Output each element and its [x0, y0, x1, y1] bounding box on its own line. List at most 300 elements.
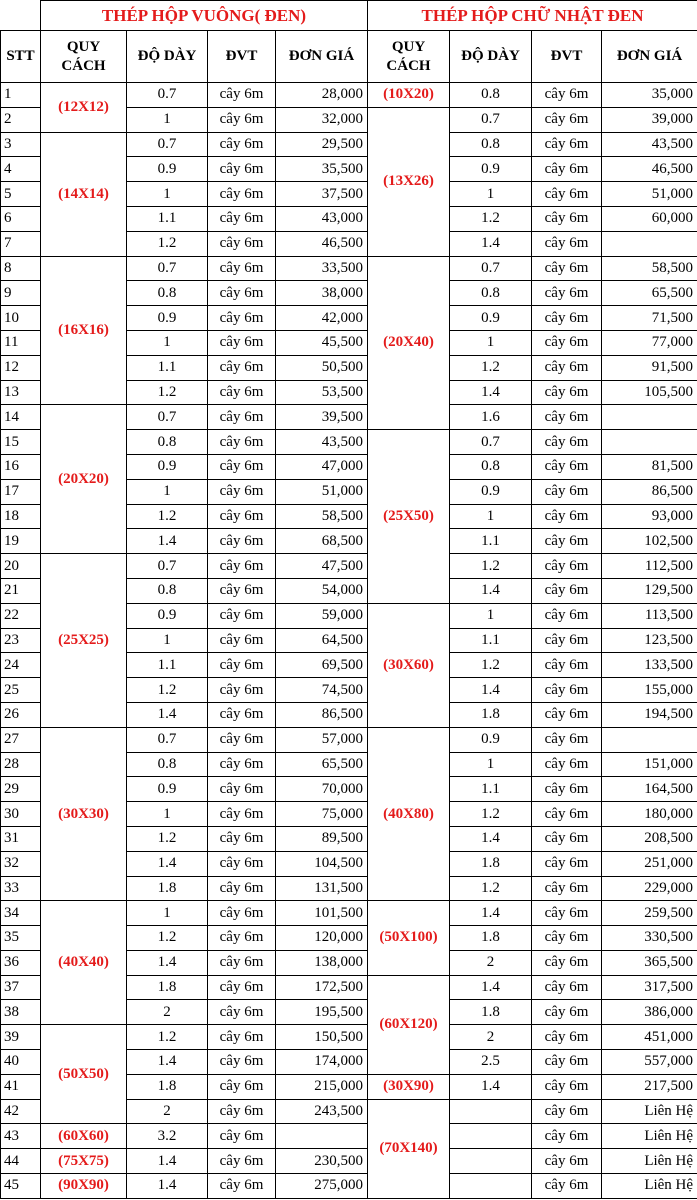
rect-spec: (25X50) [368, 430, 450, 604]
square-unit: cây 6m [208, 256, 276, 281]
square-price: 54,000 [276, 578, 368, 603]
col-header-rect-spec: QUY CÁCH [368, 31, 450, 83]
rect-price [602, 727, 697, 752]
table-row [1, 405, 697, 430]
rect-price: 39,000 [602, 107, 697, 132]
square-price: 28,000 [276, 83, 368, 108]
rect-unit: cây 6m [532, 876, 602, 901]
square-price: 43,000 [276, 206, 368, 231]
row-number: 19 [1, 529, 41, 554]
square-thickness: 0.7 [127, 256, 208, 281]
square-thickness: 0.7 [127, 405, 208, 430]
rect-thickness: 0.9 [450, 157, 532, 182]
square-price: 195,500 [276, 1000, 368, 1025]
square-thickness: 2 [127, 1000, 208, 1025]
rect-unit: cây 6m [532, 1000, 602, 1025]
row-number: 25 [1, 678, 41, 703]
square-thickness: 0.9 [127, 157, 208, 182]
square-price: 68,500 [276, 529, 368, 554]
rect-unit: cây 6m [532, 132, 602, 157]
rect-unit: cây 6m [532, 727, 602, 752]
rect-thickness: 1.8 [450, 926, 532, 951]
square-unit: cây 6m [208, 430, 276, 455]
rect-thickness: 0.9 [450, 306, 532, 331]
rect-unit: cây 6m [532, 603, 602, 628]
square-price: 150,500 [276, 1025, 368, 1050]
square-price: 38,000 [276, 281, 368, 306]
square-spec: (30X30) [41, 727, 127, 901]
square-spec: (90X90) [41, 1174, 127, 1199]
square-unit: cây 6m [208, 1124, 276, 1149]
row-number: 26 [1, 702, 41, 727]
square-price: 74,500 [276, 678, 368, 703]
square-unit: cây 6m [208, 603, 276, 628]
square-unit: cây 6m [208, 1000, 276, 1025]
row-number: 14 [1, 405, 41, 430]
row-number: 17 [1, 479, 41, 504]
rect-unit: cây 6m [532, 281, 602, 306]
square-unit: cây 6m [208, 281, 276, 306]
rect-price: 112,500 [602, 554, 697, 579]
rect-unit: cây 6m [532, 777, 602, 802]
square-spec: (16X16) [41, 256, 127, 405]
square-thickness: 0.9 [127, 603, 208, 628]
square-spec: (60X60) [41, 1124, 127, 1149]
row-number: 15 [1, 430, 41, 455]
rect-price: 217,500 [602, 1074, 697, 1099]
square-price: 215,000 [276, 1074, 368, 1099]
rect-price: 46,500 [602, 157, 697, 182]
rect-price: 77,000 [602, 330, 697, 355]
square-unit: cây 6m [208, 355, 276, 380]
square-price: 65,500 [276, 752, 368, 777]
rect-unit: cây 6m [532, 430, 602, 455]
rect-spec: (30X90) [368, 1074, 450, 1099]
square-price: 86,500 [276, 702, 368, 727]
rect-thickness [450, 1149, 532, 1174]
rect-thickness: 0.7 [450, 256, 532, 281]
rect-price [602, 405, 697, 430]
rect-unit: cây 6m [532, 306, 602, 331]
rect-thickness: 1.4 [450, 578, 532, 603]
table-row [1, 901, 697, 926]
square-thickness: 1.2 [127, 504, 208, 529]
rect-unit: cây 6m [532, 1050, 602, 1075]
square-unit: cây 6m [208, 107, 276, 132]
row-number: 31 [1, 826, 41, 851]
square-unit: cây 6m [208, 231, 276, 256]
table-row [1, 256, 697, 281]
rect-unit: cây 6m [532, 182, 602, 207]
square-thickness: 1.4 [127, 950, 208, 975]
rect-unit: cây 6m [532, 826, 602, 851]
row-number: 44 [1, 1149, 41, 1174]
rect-unit: cây 6m [532, 454, 602, 479]
rect-unit: cây 6m [532, 851, 602, 876]
square-unit: cây 6m [208, 554, 276, 579]
square-price: 45,500 [276, 330, 368, 355]
row-number: 21 [1, 578, 41, 603]
row-number: 40 [1, 1050, 41, 1075]
square-thickness: 1.4 [127, 1174, 208, 1199]
square-price: 46,500 [276, 231, 368, 256]
rect-unit: cây 6m [532, 479, 602, 504]
square-thickness: 1.2 [127, 926, 208, 951]
square-thickness: 0.8 [127, 430, 208, 455]
rect-thickness: 1.8 [450, 1000, 532, 1025]
rect-thickness: 1.1 [450, 529, 532, 554]
rect-price: 229,000 [602, 876, 697, 901]
col-header-rect-price: ĐƠN GIÁ [602, 31, 697, 83]
square-unit: cây 6m [208, 504, 276, 529]
square-unit: cây 6m [208, 628, 276, 653]
row-number: 35 [1, 926, 41, 951]
row-number: 45 [1, 1174, 41, 1199]
square-price [276, 1124, 368, 1149]
rect-price: 451,000 [602, 1025, 697, 1050]
square-thickness: 1.2 [127, 380, 208, 405]
rect-thickness: 0.8 [450, 83, 532, 108]
table-row [1, 1174, 697, 1199]
table-row [1, 132, 697, 157]
square-thickness: 1 [127, 330, 208, 355]
row-number: 4 [1, 157, 41, 182]
row-number: 5 [1, 182, 41, 207]
square-unit: cây 6m [208, 1050, 276, 1075]
rect-price [602, 430, 697, 455]
rect-price: 133,500 [602, 653, 697, 678]
corner-blank [1, 1, 41, 31]
row-number: 2 [1, 107, 41, 132]
square-thickness: 1.4 [127, 1149, 208, 1174]
rect-thickness [450, 1099, 532, 1124]
rect-thickness [450, 1174, 532, 1199]
table-row [1, 727, 697, 752]
rect-thickness: 1.4 [450, 975, 532, 1000]
row-number: 23 [1, 628, 41, 653]
rect-price: Liên Hệ [602, 1099, 697, 1124]
rect-unit: cây 6m [532, 529, 602, 554]
rect-price: 71,500 [602, 306, 697, 331]
rect-spec: (40X80) [368, 727, 450, 901]
square-thickness: 2 [127, 1099, 208, 1124]
rect-thickness: 1.2 [450, 206, 532, 231]
square-thickness: 1.1 [127, 653, 208, 678]
rect-unit: cây 6m [532, 256, 602, 281]
square-unit: cây 6m [208, 83, 276, 108]
row-number: 9 [1, 281, 41, 306]
square-thickness: 1.4 [127, 702, 208, 727]
rect-price: 180,000 [602, 802, 697, 827]
square-spec: (40X40) [41, 901, 127, 1025]
square-price: 104,500 [276, 851, 368, 876]
rect-price: 386,000 [602, 1000, 697, 1025]
square-price: 59,000 [276, 603, 368, 628]
rect-spec: (20X40) [368, 256, 450, 430]
square-thickness: 0.9 [127, 306, 208, 331]
square-thickness: 1 [127, 479, 208, 504]
rect-thickness: 1.4 [450, 380, 532, 405]
row-number: 18 [1, 504, 41, 529]
square-thickness: 1 [127, 901, 208, 926]
rect-unit: cây 6m [532, 578, 602, 603]
square-price: 275,000 [276, 1174, 368, 1199]
square-price: 89,500 [276, 826, 368, 851]
square-thickness: 1.4 [127, 851, 208, 876]
square-price: 33,500 [276, 256, 368, 281]
rect-price: 105,500 [602, 380, 697, 405]
square-price: 138,000 [276, 950, 368, 975]
square-unit: cây 6m [208, 802, 276, 827]
rect-price: 151,000 [602, 752, 697, 777]
rect-price: 86,500 [602, 479, 697, 504]
rect-unit: cây 6m [532, 975, 602, 1000]
rect-unit: cây 6m [532, 653, 602, 678]
rect-price: 113,500 [602, 603, 697, 628]
row-number: 33 [1, 876, 41, 901]
square-price: 43,500 [276, 430, 368, 455]
rect-thickness [450, 1124, 532, 1149]
rect-thickness: 1.2 [450, 876, 532, 901]
rect-spec: (10X20) [368, 83, 450, 108]
square-thickness: 0.7 [127, 554, 208, 579]
row-number: 10 [1, 306, 41, 331]
square-price: 243,500 [276, 1099, 368, 1124]
rect-price: 123,500 [602, 628, 697, 653]
row-number: 42 [1, 1099, 41, 1124]
square-thickness: 0.7 [127, 83, 208, 108]
rect-unit: cây 6m [532, 405, 602, 430]
rect-thickness: 1.4 [450, 901, 532, 926]
square-price: 174,000 [276, 1050, 368, 1075]
square-unit: cây 6m [208, 653, 276, 678]
row-number: 30 [1, 802, 41, 827]
table-row [1, 1025, 697, 1050]
rect-price: 194,500 [602, 702, 697, 727]
square-price: 58,500 [276, 504, 368, 529]
rect-unit: cây 6m [532, 1149, 602, 1174]
row-number: 36 [1, 950, 41, 975]
row-number: 43 [1, 1124, 41, 1149]
square-unit: cây 6m [208, 330, 276, 355]
rect-unit: cây 6m [532, 678, 602, 703]
row-number: 13 [1, 380, 41, 405]
rect-spec: (60X120) [368, 975, 450, 1074]
rect-thickness: 0.8 [450, 132, 532, 157]
square-unit: cây 6m [208, 777, 276, 802]
row-number: 28 [1, 752, 41, 777]
rect-price: 365,500 [602, 950, 697, 975]
row-number: 29 [1, 777, 41, 802]
square-unit: cây 6m [208, 380, 276, 405]
rect-unit: cây 6m [532, 926, 602, 951]
square-thickness: 0.7 [127, 132, 208, 157]
square-steel-title: THÉP HỘP VUÔNG( ĐEN) [41, 1, 368, 31]
rect-price: 102,500 [602, 529, 697, 554]
square-spec: (75X75) [41, 1149, 127, 1174]
row-number: 1 [1, 83, 41, 108]
square-unit: cây 6m [208, 157, 276, 182]
rect-price [602, 231, 697, 256]
rect-price: 93,000 [602, 504, 697, 529]
rect-unit: cây 6m [532, 1174, 602, 1199]
row-number: 12 [1, 355, 41, 380]
row-number: 37 [1, 975, 41, 1000]
rect-spec: (13X26) [368, 107, 450, 256]
square-unit: cây 6m [208, 529, 276, 554]
row-number: 11 [1, 330, 41, 355]
table-row [1, 1124, 697, 1149]
square-thickness: 1.8 [127, 975, 208, 1000]
rect-unit: cây 6m [532, 157, 602, 182]
rect-unit: cây 6m [532, 206, 602, 231]
rect-unit: cây 6m [532, 901, 602, 926]
rect-price: 155,000 [602, 678, 697, 703]
square-price: 39,500 [276, 405, 368, 430]
square-unit: cây 6m [208, 306, 276, 331]
rect-unit: cây 6m [532, 107, 602, 132]
row-number: 32 [1, 851, 41, 876]
rect-unit: cây 6m [532, 1074, 602, 1099]
square-thickness: 1 [127, 628, 208, 653]
table-row [1, 554, 697, 579]
rect-unit: cây 6m [532, 628, 602, 653]
square-thickness: 1.1 [127, 355, 208, 380]
rect-thickness: 1.4 [450, 678, 532, 703]
rect-price: 129,500 [602, 578, 697, 603]
rect-price: 208,500 [602, 826, 697, 851]
square-thickness: 1 [127, 802, 208, 827]
square-spec: (12X12) [41, 83, 127, 133]
square-unit: cây 6m [208, 1099, 276, 1124]
square-unit: cây 6m [208, 1074, 276, 1099]
square-price: 131,500 [276, 876, 368, 901]
square-price: 120,000 [276, 926, 368, 951]
rect-price: 65,500 [602, 281, 697, 306]
square-unit: cây 6m [208, 405, 276, 430]
row-number: 24 [1, 653, 41, 678]
rect-price: 557,000 [602, 1050, 697, 1075]
square-spec: (50X50) [41, 1025, 127, 1124]
rect-unit: cây 6m [532, 752, 602, 777]
rect-price: 51,000 [602, 182, 697, 207]
square-thickness: 1.2 [127, 231, 208, 256]
rect-thickness: 1.4 [450, 1074, 532, 1099]
square-thickness: 1.2 [127, 826, 208, 851]
row-number: 16 [1, 454, 41, 479]
rect-unit: cây 6m [532, 702, 602, 727]
row-number: 34 [1, 901, 41, 926]
col-header-square-spec: QUY CÁCH [41, 31, 127, 83]
rect-unit: cây 6m [532, 380, 602, 405]
rect-unit: cây 6m [532, 1025, 602, 1050]
square-unit: cây 6m [208, 950, 276, 975]
rect-thickness: 0.7 [450, 107, 532, 132]
rect-thickness: 0.7 [450, 430, 532, 455]
row-number: 39 [1, 1025, 41, 1050]
square-thickness: 1.2 [127, 678, 208, 703]
rect-price: 60,000 [602, 206, 697, 231]
square-spec: (20X20) [41, 405, 127, 554]
square-price: 47,500 [276, 554, 368, 579]
square-thickness: 1.8 [127, 876, 208, 901]
square-thickness: 3.2 [127, 1124, 208, 1149]
rect-spec: (70X140) [368, 1099, 450, 1198]
square-price: 42,000 [276, 306, 368, 331]
rect-price: Liên Hệ [602, 1174, 697, 1199]
rect-price: 91,500 [602, 355, 697, 380]
rect-price: 58,500 [602, 256, 697, 281]
rect-unit: cây 6m [532, 554, 602, 579]
square-price: 51,000 [276, 479, 368, 504]
square-unit: cây 6m [208, 678, 276, 703]
table-row [1, 1149, 697, 1174]
square-unit: cây 6m [208, 578, 276, 603]
rect-spec: (50X100) [368, 901, 450, 975]
square-price: 69,500 [276, 653, 368, 678]
square-price: 230,500 [276, 1149, 368, 1174]
square-unit: cây 6m [208, 206, 276, 231]
col-header-square-price: ĐƠN GIÁ [276, 31, 368, 83]
title-row [1, 1, 697, 31]
square-unit: cây 6m [208, 901, 276, 926]
rect-price: 164,500 [602, 777, 697, 802]
row-number: 3 [1, 132, 41, 157]
rect-thickness: 1.6 [450, 405, 532, 430]
rect-thickness: 1.2 [450, 355, 532, 380]
col-header-rect-unit: ĐVT [532, 31, 602, 83]
rect-thickness: 2 [450, 950, 532, 975]
square-unit: cây 6m [208, 851, 276, 876]
rect-unit: cây 6m [532, 231, 602, 256]
row-number: 38 [1, 1000, 41, 1025]
rect-price: 43,500 [602, 132, 697, 157]
rect-price: 35,000 [602, 83, 697, 108]
table-row [1, 83, 697, 108]
row-number: 22 [1, 603, 41, 628]
row-number: 7 [1, 231, 41, 256]
rect-thickness: 1.2 [450, 653, 532, 678]
square-thickness: 1 [127, 182, 208, 207]
square-unit: cây 6m [208, 132, 276, 157]
square-price: 35,500 [276, 157, 368, 182]
rect-thickness: 1.1 [450, 628, 532, 653]
square-unit: cây 6m [208, 702, 276, 727]
square-thickness: 1.2 [127, 1025, 208, 1050]
square-price: 70,000 [276, 777, 368, 802]
square-unit: cây 6m [208, 926, 276, 951]
rect-thickness: 0.9 [450, 727, 532, 752]
square-spec: (14X14) [41, 132, 127, 256]
rect-thickness: 1.1 [450, 777, 532, 802]
square-thickness: 0.8 [127, 752, 208, 777]
rect-unit: cây 6m [532, 802, 602, 827]
square-price: 47,000 [276, 454, 368, 479]
square-unit: cây 6m [208, 727, 276, 752]
rect-unit: cây 6m [532, 504, 602, 529]
rect-thickness: 1 [450, 752, 532, 777]
square-price: 64,500 [276, 628, 368, 653]
square-thickness: 1.4 [127, 1050, 208, 1075]
square-price: 37,500 [276, 182, 368, 207]
rect-unit: cây 6m [532, 1124, 602, 1149]
header-row [1, 31, 697, 83]
rect-thickness: 1 [450, 330, 532, 355]
row-number: 20 [1, 554, 41, 579]
rect-thickness: 0.8 [450, 454, 532, 479]
square-unit: cây 6m [208, 454, 276, 479]
rect-thickness: 1.2 [450, 802, 532, 827]
